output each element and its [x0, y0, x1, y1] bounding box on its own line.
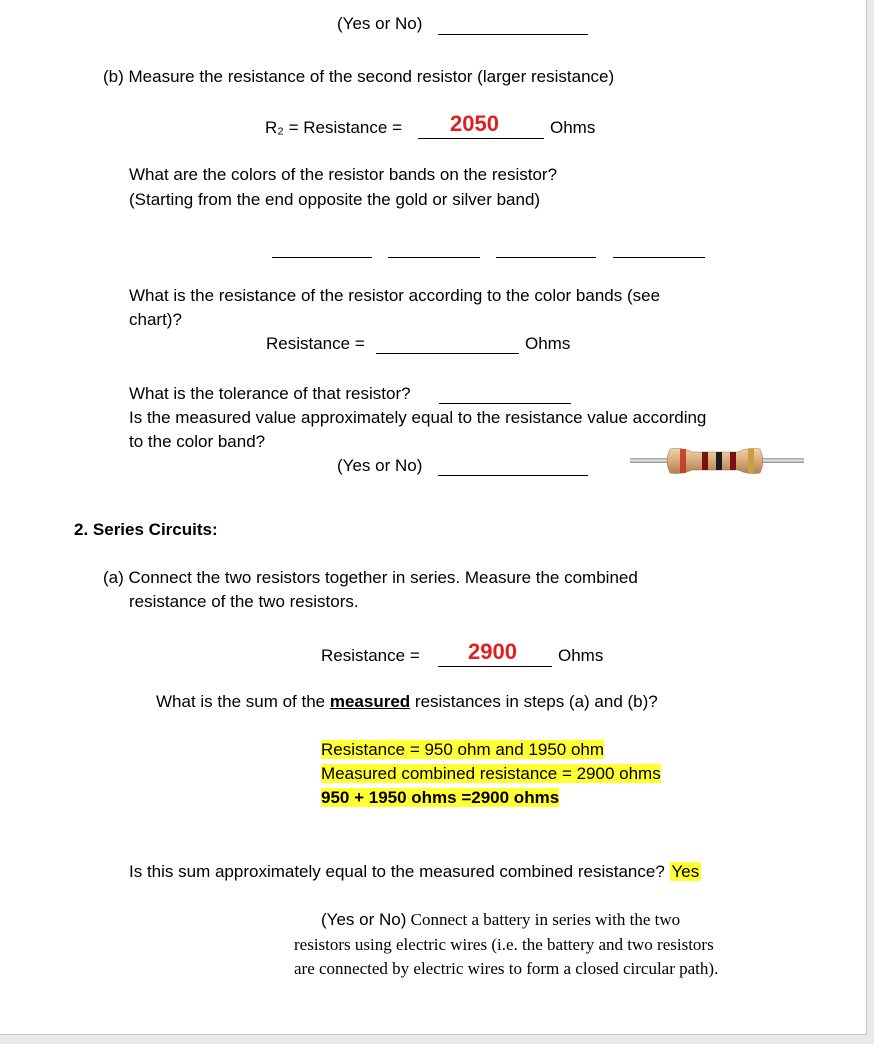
highlight-line-1: [321, 740, 604, 760]
battery-line-3: are connected by electric wires to form a closed circular path).: [294, 959, 719, 978]
color-band-blank-2[interactable]: [388, 257, 480, 258]
series-resistance-label: Resistance =: [321, 646, 420, 665]
scrollbar-track[interactable]: [867, 0, 874, 1044]
top-yesno-blank[interactable]: [438, 34, 588, 35]
battery-line-2: resistors using electric wires (i.e. the battery and two resistors: [294, 935, 714, 954]
series-a-line1: (a) Connect the two resistors together in series. Measure the combined: [103, 568, 638, 587]
r2-label: R₂ = Resistance =: [265, 118, 402, 137]
series-resistance-unit: Ohms: [558, 646, 604, 665]
tolerance-blank[interactable]: [439, 403, 571, 404]
r2-value: 2050: [450, 111, 499, 136]
series-resistance-blank[interactable]: [438, 666, 552, 667]
equal-question-text: Is this sum approximately equal to the measured combined resistance?: [129, 862, 665, 881]
highlight-text-1: Resistance = 950 ohm and 1950 ohm: [321, 740, 605, 759]
color-band-blank-3[interactable]: [496, 257, 596, 258]
approx-yesno-blank[interactable]: [438, 475, 588, 476]
series-a-line2: resistance of the two resistors.: [129, 592, 359, 611]
series-resistance-value: 2900: [468, 639, 517, 664]
section-2-heading: 2. Series Circuits:: [74, 520, 218, 539]
battery-yesno: (Yes or No): [321, 910, 407, 929]
sum-question: [156, 692, 658, 712]
chart-resistance-label: Resistance =: [266, 334, 365, 353]
highlight-text-3: 950 + 1950 ohms =2900 ohms: [321, 788, 560, 807]
sum-question-emphasis: measured: [329, 692, 411, 711]
highlight-line-2: [321, 764, 661, 784]
equal-question: [129, 862, 701, 882]
chart-resistance-blank[interactable]: [376, 353, 519, 354]
tolerance-question: What is the tolerance of that resistor?: [129, 384, 411, 403]
highlight-text-2: Measured combined resistance = 2900 ohms: [321, 764, 661, 783]
colors-question-line1: What are the colors of the resistor bands on the resistor?: [129, 165, 558, 184]
part-b-heading: (b) Measure the resistance of the second resistor (larger resistance): [103, 67, 615, 86]
color-band-blank-4[interactable]: [613, 257, 705, 258]
equal-answer: Yes: [671, 862, 700, 881]
chart-question-line1: What is the resistance of the resistor according to the color bands (see: [129, 286, 661, 305]
approx-yesno-label: (Yes or No): [337, 456, 423, 475]
r2-blank[interactable]: [418, 138, 544, 139]
chart-question-line2: chart)?: [129, 310, 182, 329]
approx-question-line2: to the color band?: [129, 432, 266, 451]
resistor-icon: [630, 440, 804, 484]
chart-resistance-unit: Ohms: [525, 334, 571, 353]
sum-question-pre: What is the sum of the: [156, 692, 330, 711]
highlight-line-3: [321, 788, 559, 808]
approx-question-line1: Is the measured value approximately equal to the resistance value according: [129, 408, 707, 427]
color-band-blank-1[interactable]: [272, 257, 372, 258]
colors-question-line2: (Starting from the end opposite the gold or silver band): [129, 190, 541, 209]
sum-question-post: resistances in steps (a) and (b)?: [410, 692, 658, 711]
battery-text-1: Connect a battery in series with the two: [406, 910, 681, 929]
battery-line-1: [321, 910, 680, 930]
top-yesno-label: (Yes or No): [337, 14, 423, 33]
r2-unit: Ohms: [550, 118, 596, 137]
